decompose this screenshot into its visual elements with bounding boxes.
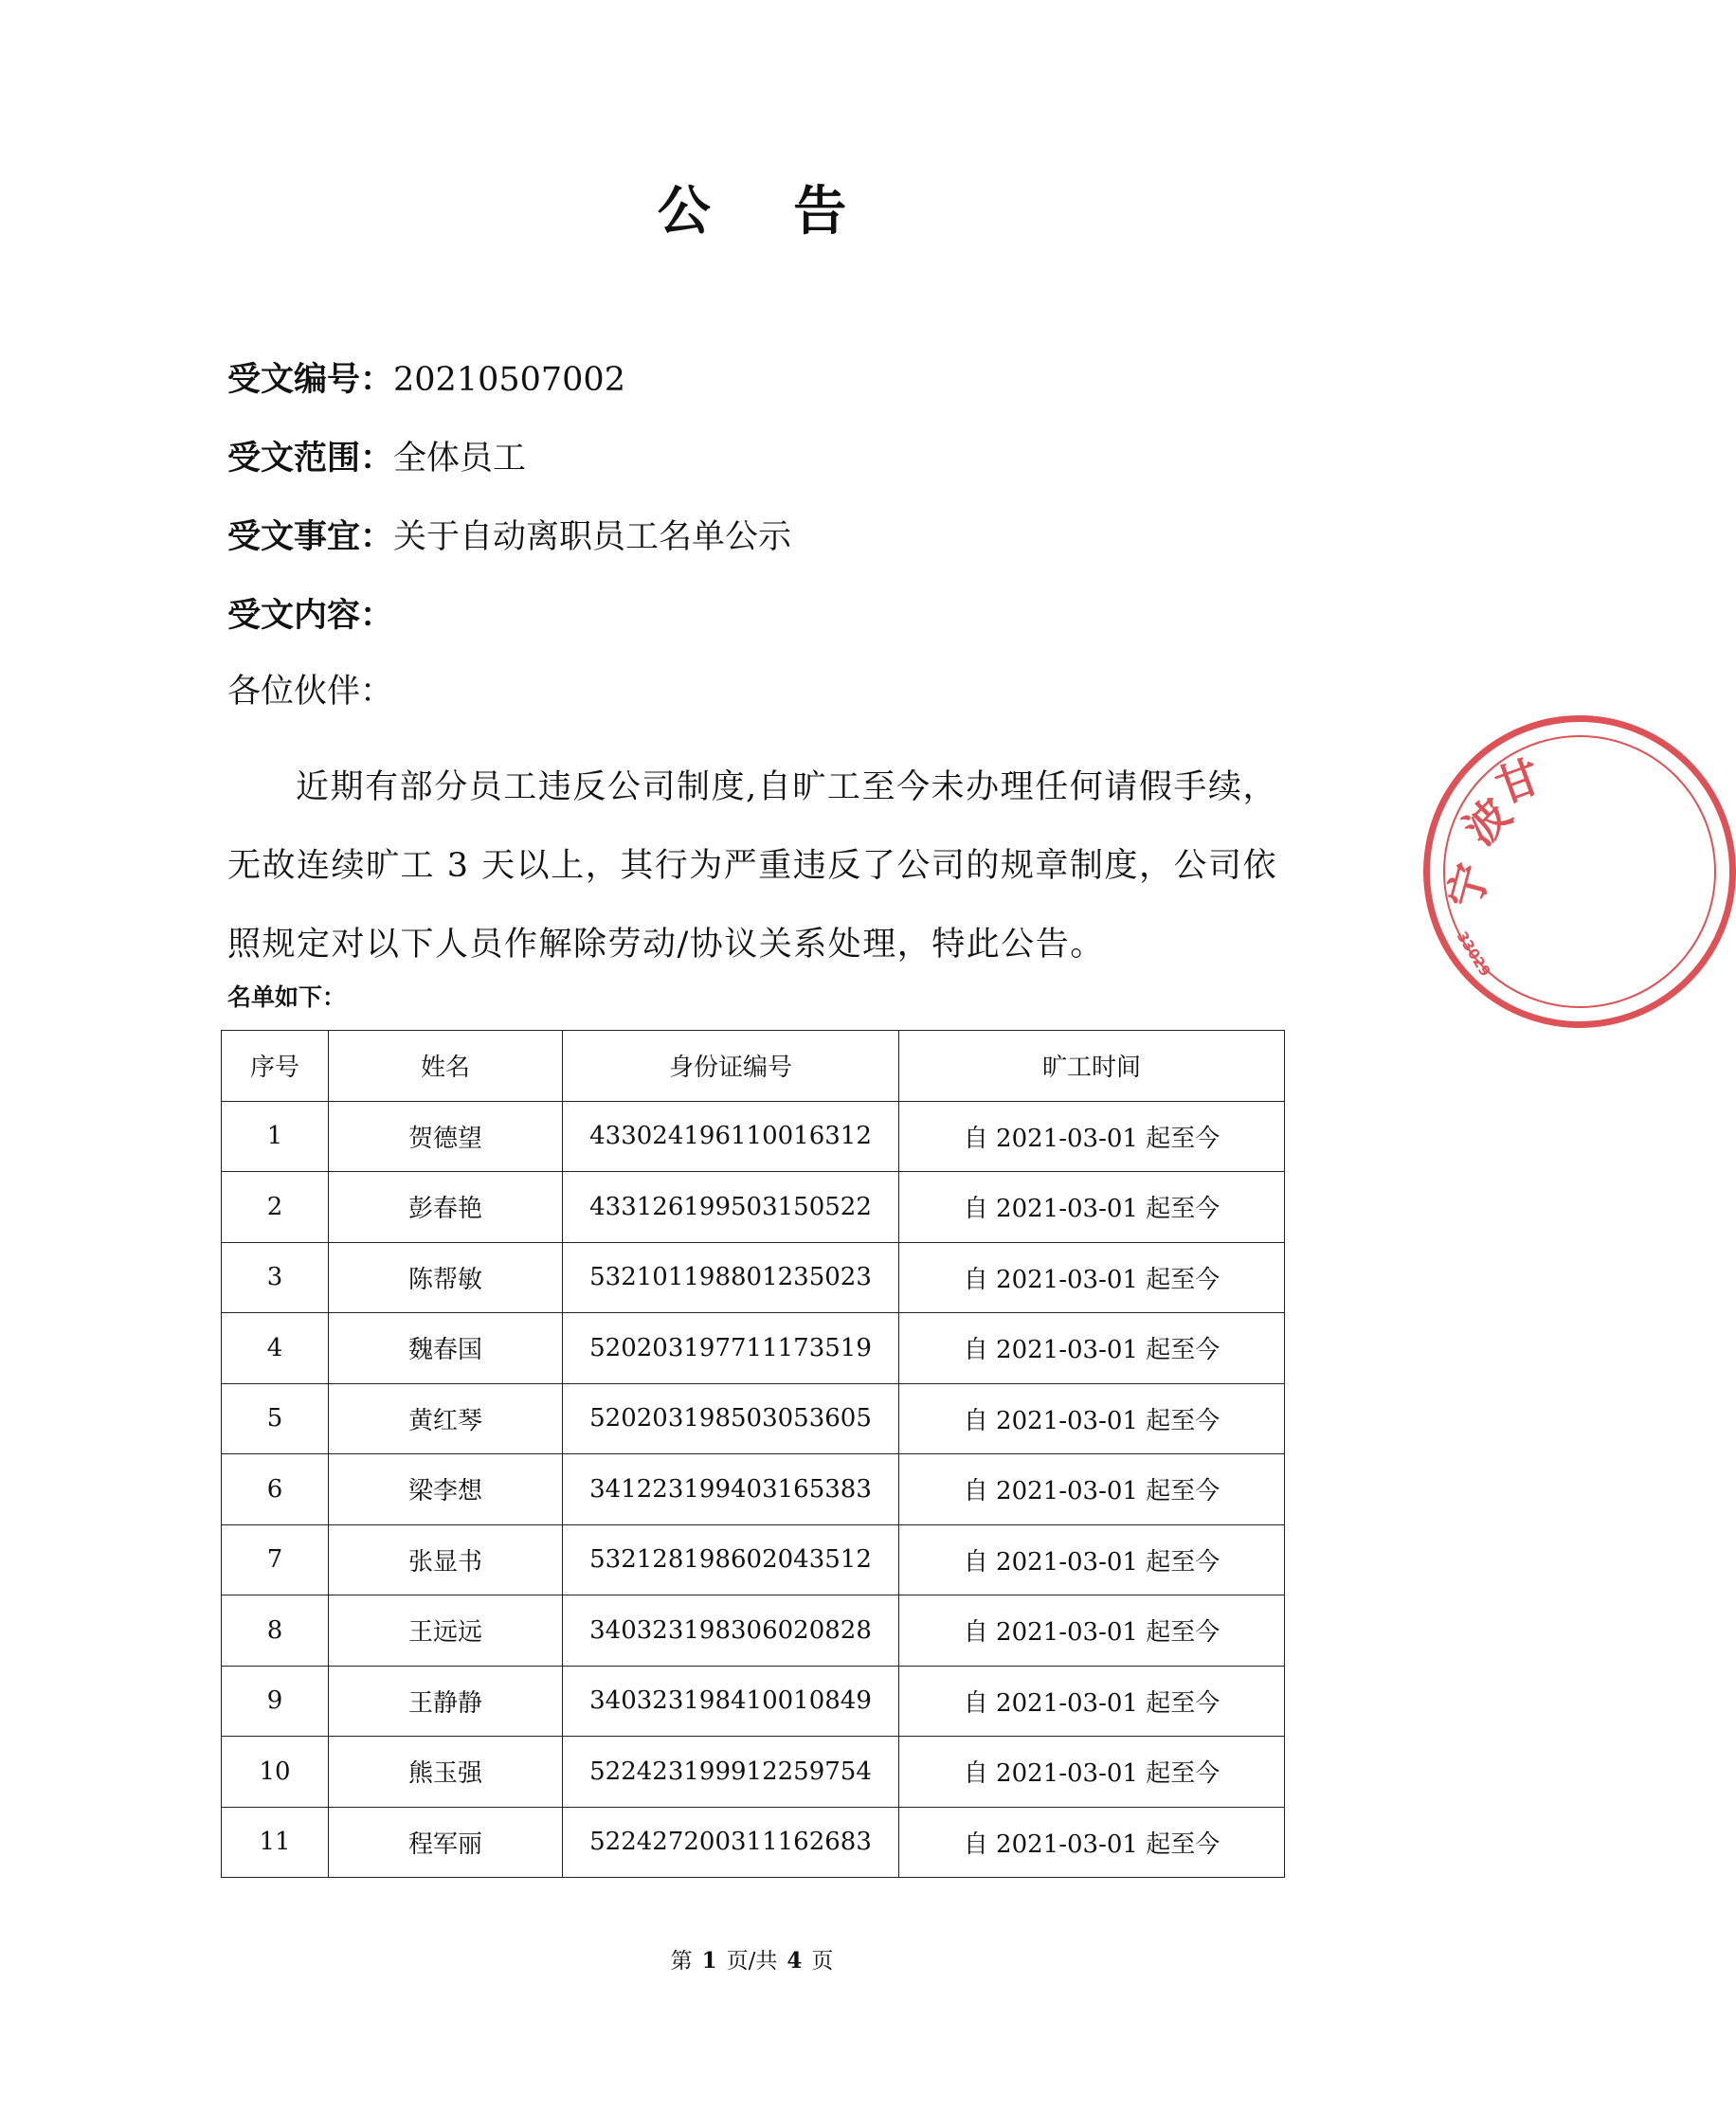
cell-absence: 自 2021-03-01 起至今: [899, 1101, 1285, 1172]
table-row: [222, 1595, 1285, 1667]
cell-id: 341223199403165383: [563, 1454, 899, 1525]
cell-absence: 自 2021-03-01 起至今: [899, 1807, 1285, 1878]
cell-no: 2: [222, 1172, 329, 1243]
cell-absence: 自 2021-03-01 起至今: [899, 1313, 1285, 1384]
notice-title: 公 告: [657, 180, 879, 243]
cell-no: 3: [222, 1242, 329, 1313]
col-header-id: 身份证编号: [563, 1031, 899, 1102]
cell-name: 彭春艳: [329, 1172, 563, 1243]
cell-id: 520203198503053605: [563, 1383, 899, 1454]
cell-absence: 自 2021-03-01 起至今: [899, 1524, 1285, 1595]
scope-value: 全体员工: [393, 440, 527, 478]
table-row: [222, 1807, 1285, 1878]
col-header-name: 姓名: [329, 1031, 563, 1102]
cell-no: 4: [222, 1313, 329, 1384]
cell-absence: 自 2021-03-01 起至今: [899, 1172, 1285, 1243]
cell-id: 532128198602043512: [563, 1524, 899, 1595]
cell-no: 8: [222, 1595, 329, 1667]
cell-absence: 自 2021-03-01 起至今: [899, 1595, 1285, 1667]
cell-name: 魏春国: [329, 1313, 563, 1384]
footer-page-number: 1: [701, 1948, 717, 1974]
scope-label: 受文范围：: [227, 439, 394, 478]
cell-no: 11: [222, 1807, 329, 1878]
table-row: [222, 1737, 1285, 1808]
seal-glyph-1: 宁: [1438, 857, 1500, 914]
seal-code: 33029: [1453, 928, 1494, 980]
doc-number-value: 20210507002: [393, 361, 625, 399]
cell-name: 贺德望: [329, 1101, 563, 1172]
cell-no: 7: [222, 1524, 329, 1595]
notice-body: 近期有部分员工违反公司制度,自旷工至今未办理任何请假手续，无故连续旷工 3 天以上，其行为严重违反了公司的规章制度，公司依照规定对以下人员作解除劳动/协议关系处理，特此公告。: [227, 768, 1277, 964]
cell-absence: 自 2021-03-01 起至今: [899, 1454, 1285, 1525]
table-row: [222, 1454, 1285, 1525]
cell-id: 522423199912259754: [563, 1737, 899, 1808]
cell-no: 1: [222, 1101, 329, 1172]
content-label: 受文内容：: [227, 596, 394, 635]
subject-line: [227, 517, 792, 556]
cell-id: 520203197711173519: [563, 1313, 899, 1384]
cell-name: 陈帮敏: [329, 1242, 563, 1313]
cell-id: 340323198410010849: [563, 1666, 899, 1737]
cell-no: 5: [222, 1383, 329, 1454]
table-row: [222, 1242, 1285, 1313]
company-seal: [1423, 715, 1736, 1028]
table-row: [222, 1313, 1285, 1384]
footer-prefix: 第: [670, 1949, 693, 1974]
cell-absence: 自 2021-03-01 起至今: [899, 1383, 1285, 1454]
footer-middle: 页/共: [726, 1949, 778, 1974]
footer-total-pages: 4: [787, 1948, 803, 1974]
seal-glyph-2: 波: [1454, 787, 1522, 856]
table-row: [222, 1101, 1285, 1172]
cell-name: 王静静: [329, 1666, 563, 1737]
col-header-no: 序号: [222, 1031, 329, 1102]
content-line: [227, 596, 394, 635]
subject-value: 关于自动离职员工名单公示: [393, 518, 792, 556]
cell-no: 6: [222, 1454, 329, 1525]
cell-name: 梁李想: [329, 1454, 563, 1525]
table-row: [222, 1383, 1285, 1454]
cell-name: 黄红琴: [329, 1383, 563, 1454]
doc-number-line: [227, 360, 625, 399]
cell-no: 10: [222, 1737, 329, 1808]
subject-label: 受文事宜：: [227, 517, 394, 556]
table-row: [222, 1172, 1285, 1243]
col-header-absence: 旷工时间: [899, 1031, 1285, 1102]
cell-no: 9: [222, 1666, 329, 1737]
cell-id: 433126199503150522: [563, 1172, 899, 1243]
cell-absence: 自 2021-03-01 起至今: [899, 1737, 1285, 1808]
footer-suffix: 页: [811, 1949, 834, 1974]
greeting: 各位伙伴：: [227, 673, 394, 711]
page-footer: [0, 1950, 1504, 1973]
cell-absence: 自 2021-03-01 起至今: [899, 1666, 1285, 1737]
cell-absence: 自 2021-03-01 起至今: [899, 1242, 1285, 1313]
list-heading: 名单如下：: [227, 983, 347, 1011]
cell-name: 王远远: [329, 1595, 563, 1667]
table-row: [222, 1524, 1285, 1595]
table-row: [222, 1666, 1285, 1737]
scope-line: [227, 439, 527, 478]
cell-id: 433024196110016312: [563, 1101, 899, 1172]
table-header-row: [222, 1031, 1285, 1102]
cell-name: 熊玉强: [329, 1737, 563, 1808]
cell-id: 532101198801235023: [563, 1242, 899, 1313]
cell-name: 程军丽: [329, 1807, 563, 1878]
cell-id: 340323198306020828: [563, 1595, 899, 1667]
doc-number-label: 受文编号：: [227, 360, 394, 399]
employee-table: [221, 1030, 1285, 1878]
seal-glyph-3: 甘: [1489, 749, 1547, 814]
cell-id: 522427200311162683: [563, 1807, 899, 1878]
cell-name: 张显书: [329, 1524, 563, 1595]
